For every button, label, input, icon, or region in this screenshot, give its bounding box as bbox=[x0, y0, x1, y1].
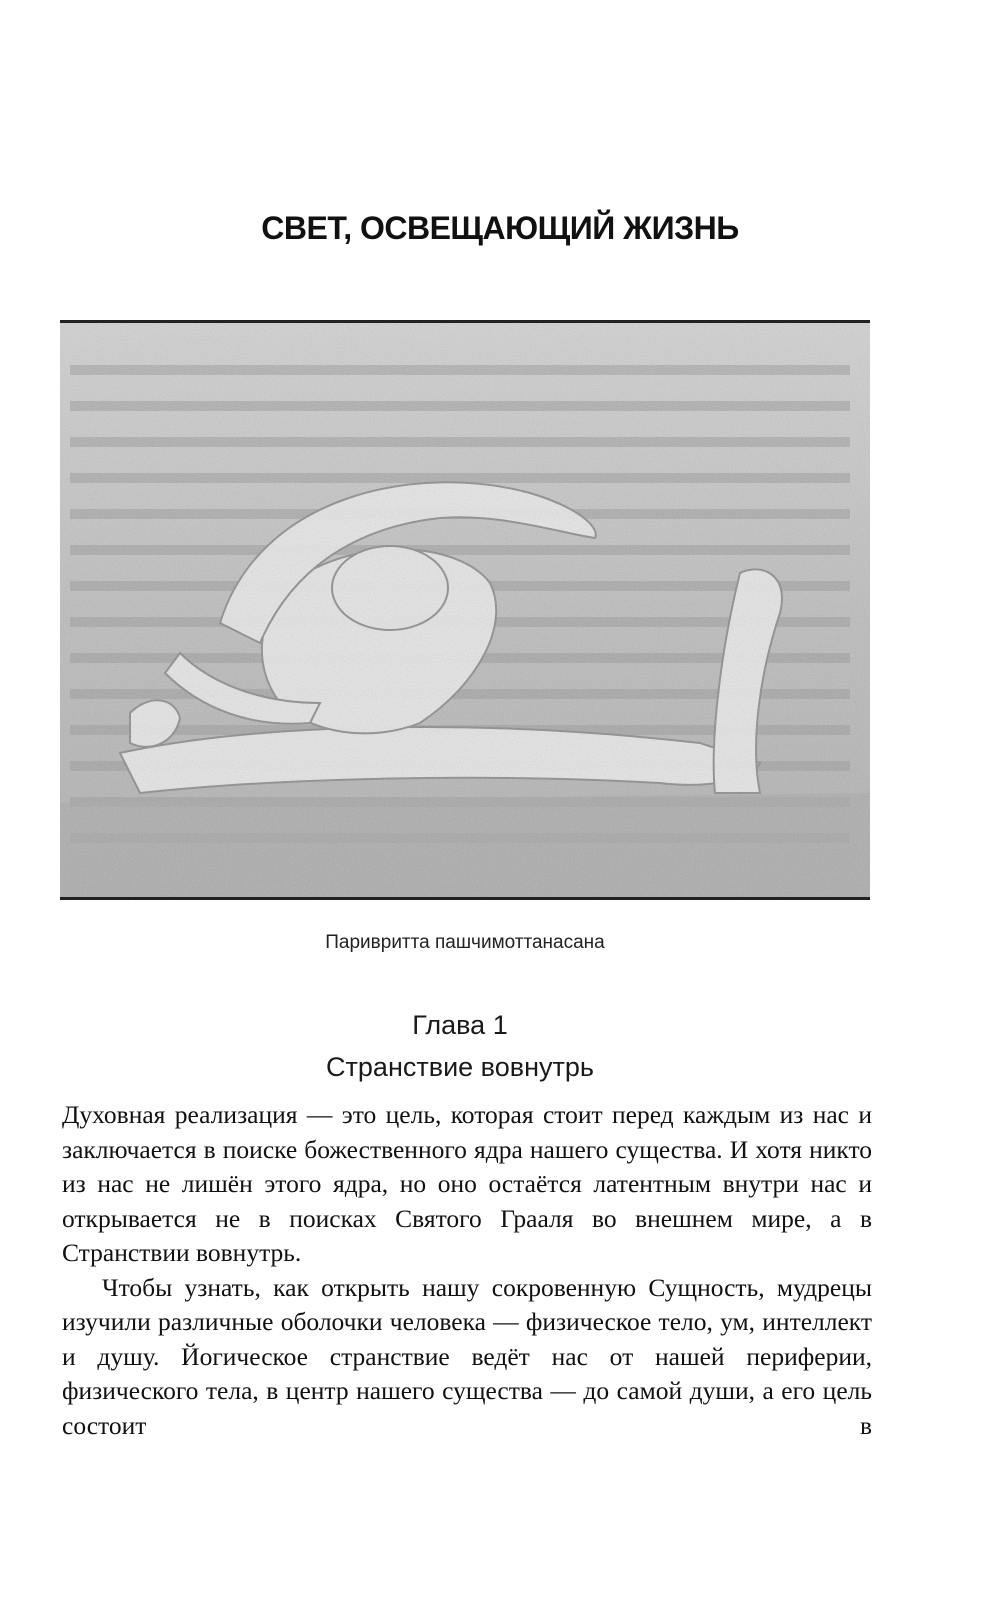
paragraph: Духовная реализация — это цель, которая стоит перед каждым из нас и заключается в поиске божественного ядра нашего существа. И хотя никто из нас не лишён этого ядра, но оно остаётся латентным внутри нас и открывается не в поисках Святого Грааля во внешнем мире, а в Странствии вовнутрь. bbox=[62, 1100, 872, 1267]
figure-caption: Паривритта пашчимоттанасана bbox=[325, 932, 605, 953]
figure bbox=[60, 320, 870, 900]
paragraph: Чтобы узнать, как открыть нашу сокровенную Сущность, мудрецы изучили различные оболочки человека — физическое тело, ум, интеллект и душу. Йогическое странствие ведёт нас от нашей периферии, физического тела, в центр нашего существа — до самой души, а его цель состоит в bbox=[62, 1272, 872, 1440]
running-head: СВЕТ, ОСВЕЩАЮЩИЙ ЖИЗНЬ bbox=[261, 210, 739, 246]
body-text bbox=[62, 1098, 872, 1443]
chapter-label: Глава 1 bbox=[412, 1010, 508, 1040]
chapter-title: Странствие вовнутрь bbox=[326, 1052, 594, 1082]
yoga-pose-photo bbox=[60, 323, 870, 897]
figure-bottom-rule bbox=[60, 897, 870, 900]
